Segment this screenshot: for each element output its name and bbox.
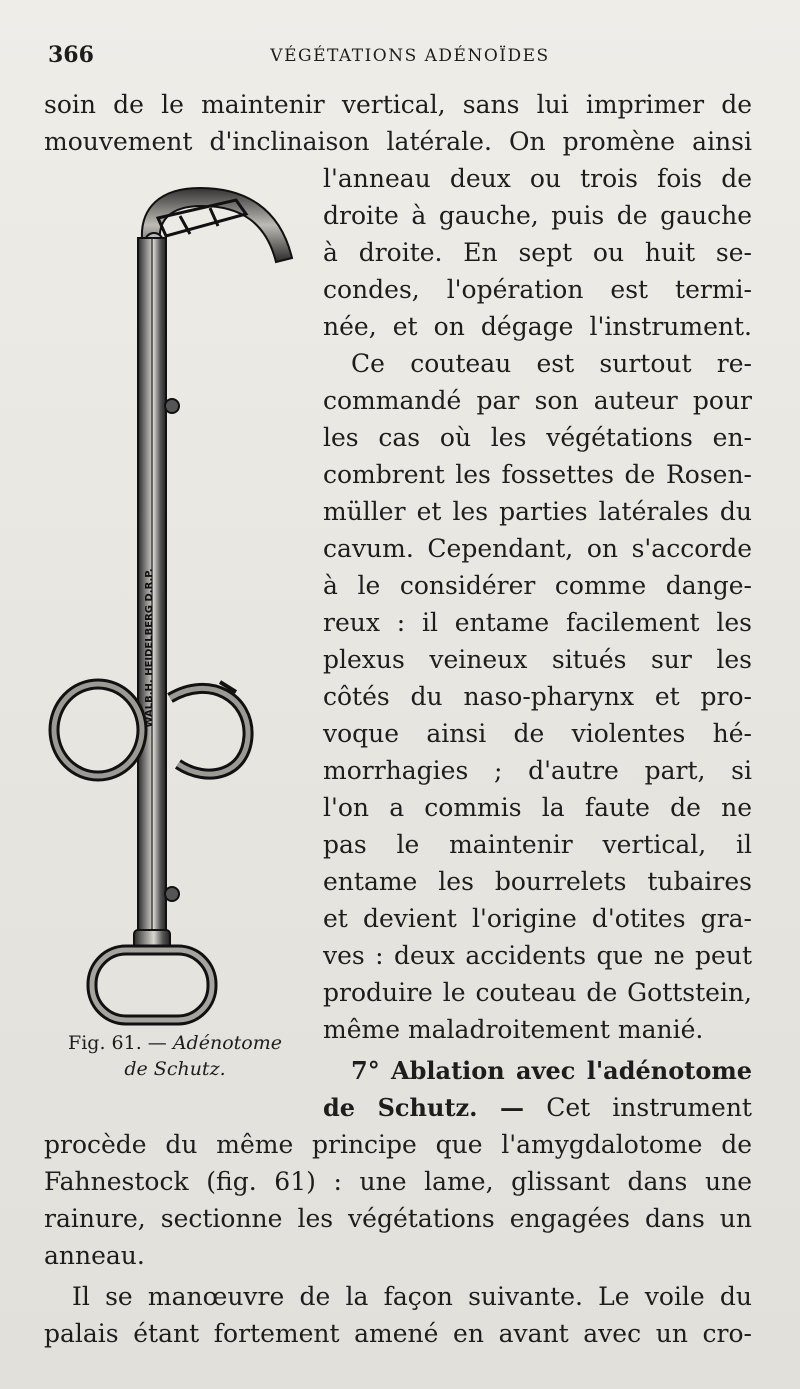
text-line-side-17: morrhagies ; d'autre part, si — [323, 756, 752, 785]
text-line-bottom-4: anneau. — [44, 1241, 145, 1270]
text-line-side-18: l'on a commis la faute de ne — [323, 793, 752, 822]
text-line-side-9: combrent les fossettes de Rosen- — [323, 460, 752, 489]
text-line-side-13: reux : il entame facilement les — [323, 608, 752, 637]
text-line-side-24: même maladroitement manié. — [323, 1015, 704, 1044]
text-line-side-10: müller et les parties latérales du — [323, 497, 752, 526]
text-line-side-15: côtés du naso-pharynx et pro- — [323, 682, 752, 711]
section-heading-cont-line — [323, 1089, 752, 1126]
caption-prefix: Fig. 61. — — [68, 1032, 167, 1054]
section-heading: 7° Ablation avec l'adénotome — [351, 1056, 752, 1085]
text-line-side-8: les cas où les végétations en- — [323, 423, 752, 452]
text-line-side-12: à le considérer comme dange- — [323, 571, 752, 600]
text-line-side-4: condes, l'opération est termi- — [323, 275, 752, 304]
figure-61 — [40, 178, 310, 1038]
text-line-bottom-2: Fahnestock (fig. 61) : une lame, glissant dans une — [44, 1167, 752, 1196]
section-heading-rest: Cet instrument — [524, 1093, 752, 1122]
text-line-side-21: et devient l'origine d'otites gra- — [323, 904, 752, 933]
text-line-side-16: voque ainsi de violentes hé- — [323, 719, 752, 748]
text-line-side-1: l'anneau deux ou trois fois de — [323, 164, 752, 193]
figure-caption — [40, 1030, 310, 1082]
text-line-side-11: cavum. Cependant, on s'accorde — [323, 534, 752, 563]
running-title: VÉGÉTATIONS ADÉNOÏDES — [270, 46, 550, 66]
text-line-last-1: Il se manœuvre de la façon suivante. Le voile du — [72, 1282, 752, 1311]
page-number: 366 — [48, 42, 94, 68]
text-line-bottom-3: rainure, sectionne les végétations engagées dans un — [44, 1204, 752, 1233]
text-line-side-23: produire le couteau de Gottstein, — [323, 978, 752, 1007]
caption-line-1 — [40, 1030, 310, 1056]
page-header — [48, 40, 752, 76]
text-line-side-20: entame les bourrelets tubaires — [323, 867, 752, 896]
text-line-side-6: Ce couteau est surtout re- — [351, 349, 752, 378]
text-line-top-1: soin de le maintenir vertical, sans lui imprimer de — [44, 90, 752, 119]
text-line-top-2: mouvement d'inclinaison latérale. On promène ainsi — [44, 127, 752, 156]
text-line-last-2: palais étant fortement amené en avant avec un cro- — [44, 1319, 752, 1348]
adenotome-illustration — [40, 178, 310, 1038]
text-line-side-5: née, et on dégage l'instrument. — [323, 312, 752, 341]
text-line-side-7: commandé par son auteur pour — [323, 386, 752, 415]
text-line-bottom-1: procède du même principe que l'amygdalotome de — [44, 1130, 752, 1159]
text-line-side-19: pas le maintenir vertical, il — [323, 830, 752, 859]
text-line-side-22: ves : deux accidents que ne peut — [323, 941, 752, 970]
engraved-label: WALB.H. HEIDELBERG D.R.P. — [144, 568, 155, 728]
text-line-side-3: à droite. En sept ou huit se- — [323, 238, 752, 267]
text-line-side-14: plexus veineux situés sur les — [323, 645, 752, 674]
section-heading-cont: de Schutz. — — [323, 1093, 525, 1122]
caption-line-2: de Schutz. — [124, 1058, 226, 1080]
text-line-side-2: droite à gauche, puis de gauche — [323, 201, 752, 230]
caption-title: Adénotome — [172, 1032, 282, 1054]
